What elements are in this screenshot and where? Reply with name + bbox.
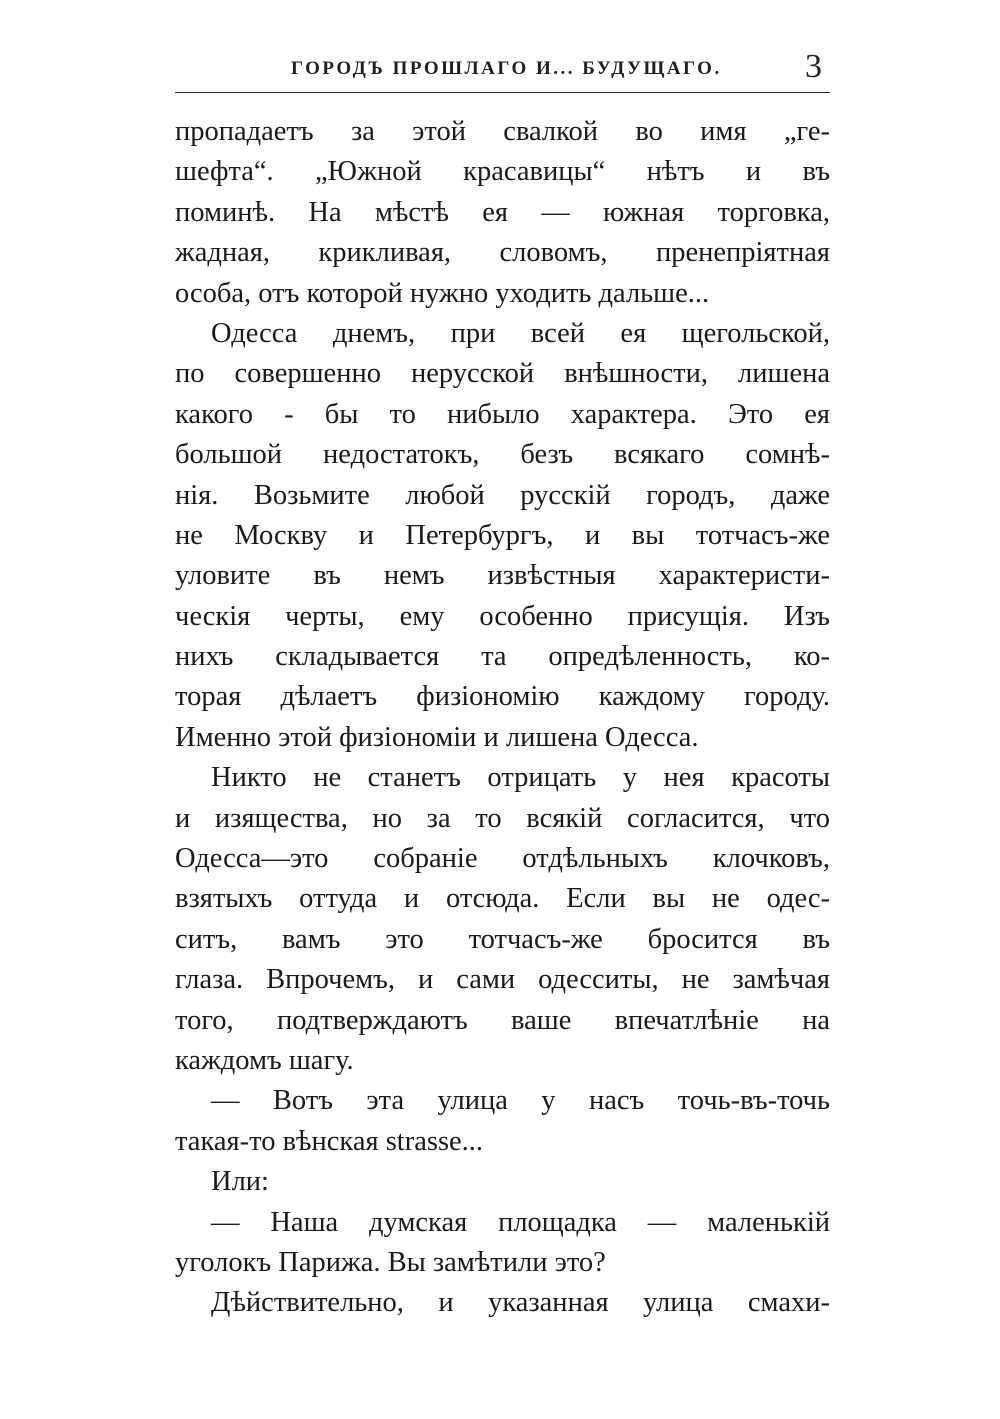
text-line: поминѣ. На мѣстѣ ея — южная торговка,: [175, 196, 830, 228]
text-line: уголокъ Парижа. Вы замѣтили это?: [175, 1246, 606, 1278]
text-line: Или:: [211, 1166, 269, 1198]
text-line: шефта“. „Южной красавицы“ нѣтъ и въ: [175, 156, 830, 188]
text-line: такая-то вѣнская strasse...: [175, 1125, 484, 1157]
text-line: ситъ, вамъ это тотчасъ-же бросится въ: [175, 923, 830, 955]
text-line: нія. Возьмите любой русскій городъ, даже: [175, 479, 830, 511]
text-line: Одесса днемъ, при всей ея щегольской,: [211, 317, 830, 349]
text-line: не Москву и Петербургъ, и вы тотчасъ-же: [175, 519, 830, 551]
text-line: большой недостатокъ, безъ всякаго сомнѣ-: [175, 439, 830, 471]
text-line: какого - бы то нибыло характера. Это ея: [175, 398, 830, 430]
text-line: Одесса—это собраніе отдѣльныхъ клочковъ,: [175, 843, 830, 875]
text-line: каждомъ шагу.: [175, 1044, 354, 1076]
running-title: ГОРОДЪ ПРОШЛАГО И... БУДУЩАГО.: [291, 58, 722, 79]
page-number: 3: [805, 48, 822, 85]
text-line: — Вотъ эта улица у насъ точь-въ-точь: [211, 1085, 830, 1117]
text-line: того, подтверждаютъ ваше впечатлѣніе на: [175, 1004, 830, 1036]
text-line: Именно этой физіономіи и лишена Одесса.: [175, 721, 699, 753]
text-line: торая дѣлаетъ физіономію каждому городу.: [175, 681, 830, 713]
text-line: и изящества, но за то всякій согласится, что: [175, 802, 830, 834]
text-line: Дѣйствительно, и указанная улица смахи-: [211, 1287, 830, 1319]
text-line: особа, отъ которой нужно уходить дальше...: [175, 277, 710, 309]
text-line: пропадаетъ за этой свалкой во имя „ге-: [175, 116, 830, 147]
text-line: — Наша думская площадка — маленькій: [211, 1206, 830, 1238]
body-text: [175, 112, 830, 1324]
header-rule: [175, 92, 830, 93]
text-line: нихъ складывается та опредѣленность, ко-: [175, 641, 830, 673]
text-line: Никто не станетъ отрицать у нея красоты: [211, 762, 830, 794]
text-line: ческія черты, ему особенно присущія. Изъ: [175, 600, 830, 632]
text-line: уловите въ немъ извѣстныя характеристи-: [175, 560, 830, 592]
running-header: [175, 48, 830, 96]
text-line: по совершенно нерусской внѣшности, лишена: [175, 358, 830, 390]
text-line: жадная, крикливая, словомъ, пренепріятная: [175, 237, 830, 269]
text-line: глаза. Впрочемъ, и сами одесситы, не замѣчая: [175, 964, 830, 996]
text-line: взятыхъ оттуда и отсюда. Если вы не одес-: [175, 883, 830, 915]
